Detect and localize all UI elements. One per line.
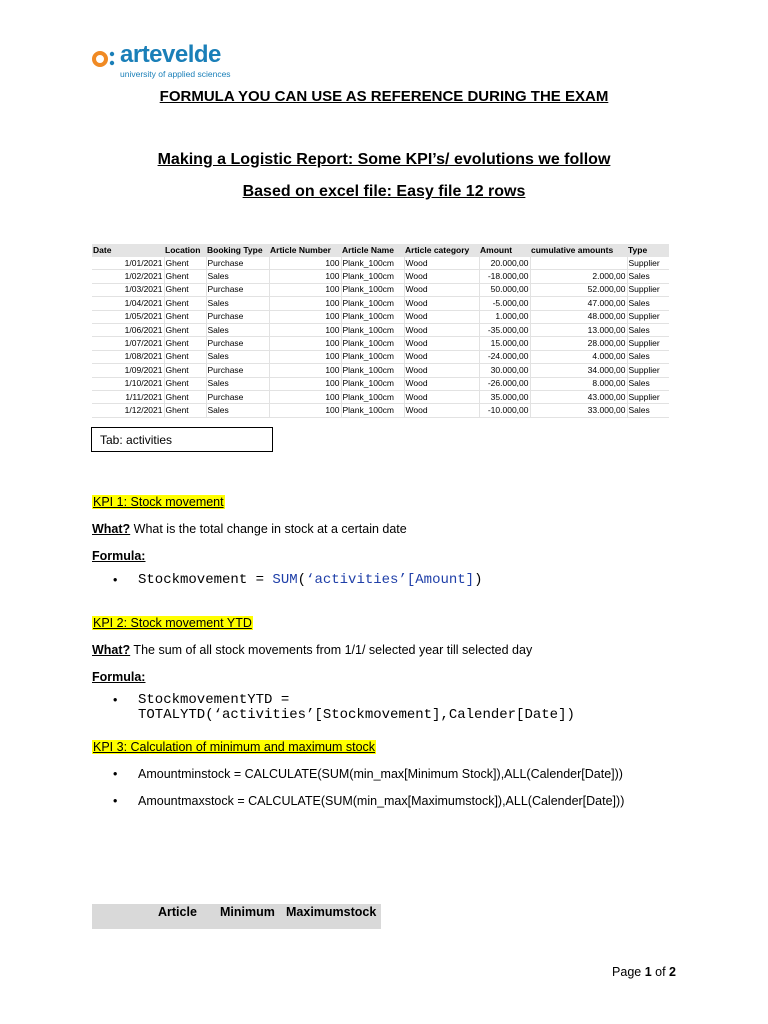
table-cell: Sales bbox=[627, 270, 669, 283]
table-row bbox=[92, 390, 669, 403]
table-cell: 2.000,00 bbox=[530, 270, 627, 283]
table-row bbox=[92, 377, 669, 390]
table-cell: Wood bbox=[404, 404, 479, 417]
table-cell: Plank_100cm bbox=[341, 297, 404, 310]
kpi1-formula-label: Formula: bbox=[92, 549, 146, 563]
kpi1-what bbox=[92, 522, 407, 536]
table-cell: Sales bbox=[206, 297, 269, 310]
table-cell: 8.000,00 bbox=[530, 377, 627, 390]
table-cell: Plank_100cm bbox=[341, 404, 404, 417]
table-cell: 43.000,00 bbox=[530, 390, 627, 403]
table-cell: Wood bbox=[404, 350, 479, 363]
table-cell: Plank_100cm bbox=[341, 337, 404, 350]
table-cell: Purchase bbox=[206, 257, 269, 270]
table-cell: 1/12/2021 bbox=[92, 404, 164, 417]
table-cell: Supplier bbox=[627, 390, 669, 403]
table-cell: Ghent bbox=[164, 310, 206, 323]
kpi3-formula-min: Amountminstock = CALCULATE(SUM(min_max[Minimum Stock]),ALL(Calender[Date])) bbox=[138, 767, 623, 781]
table-cell: Sales bbox=[627, 404, 669, 417]
table-row bbox=[92, 364, 669, 377]
bullet-icon: • bbox=[113, 693, 118, 707]
col-header-article-name: Article Name bbox=[341, 244, 404, 257]
table-cell: 1/09/2021 bbox=[92, 364, 164, 377]
col-header-date: Date bbox=[92, 244, 164, 257]
kpi2-what-label: What? bbox=[92, 643, 131, 657]
table-cell: 100 bbox=[269, 297, 341, 310]
col-header-article-number: Article Number bbox=[269, 244, 341, 257]
table-cell: 1/10/2021 bbox=[92, 377, 164, 390]
kpi1-code-name: Stockmovement = bbox=[138, 572, 273, 588]
table-cell: Wood bbox=[404, 323, 479, 336]
kpi1-what-text: What is the total change in stock at a certain date bbox=[130, 522, 407, 536]
table-cell: Wood bbox=[404, 364, 479, 377]
table-cell: 52.000,00 bbox=[530, 283, 627, 296]
table-cell: 48.000,00 bbox=[530, 310, 627, 323]
table-cell: 28.000,00 bbox=[530, 337, 627, 350]
table-cell: 1/03/2021 bbox=[92, 283, 164, 296]
kpi2-title: KPI 2: Stock movement YTD bbox=[93, 616, 252, 630]
col-header-location: Location bbox=[164, 244, 206, 257]
table-cell: Wood bbox=[404, 270, 479, 283]
table-cell: Wood bbox=[404, 283, 479, 296]
table-cell: Ghent bbox=[164, 283, 206, 296]
table-cell: Ghent bbox=[164, 323, 206, 336]
table-cell: 15.000,00 bbox=[479, 337, 530, 350]
table-cell: Sales bbox=[206, 404, 269, 417]
table-cell: Sales bbox=[627, 323, 669, 336]
table-cell: 34.000,00 bbox=[530, 364, 627, 377]
table-cell: 1/08/2021 bbox=[92, 350, 164, 363]
kpi1-code-arg: ‘activities’[Amount] bbox=[306, 572, 475, 588]
kpi3-title: KPI 3: Calculation of minimum and maximum stock bbox=[93, 740, 376, 754]
min-max-stock-header bbox=[92, 904, 381, 929]
table-cell: 100 bbox=[269, 390, 341, 403]
table-cell: 20.000,00 bbox=[479, 257, 530, 270]
table-cell: 47.000,00 bbox=[530, 297, 627, 310]
table-cell: Plank_100cm bbox=[341, 257, 404, 270]
table-cell: 1/11/2021 bbox=[92, 390, 164, 403]
table-cell: -24.000,00 bbox=[479, 350, 530, 363]
kpi2-what bbox=[92, 643, 532, 657]
kpi2-formula-line2: TOTALYTD(‘activities’[Stockmovement],Calender[Date]) bbox=[138, 707, 575, 723]
table-cell: Sales bbox=[206, 377, 269, 390]
table-cell: 1/07/2021 bbox=[92, 337, 164, 350]
kpi1-code-open: ( bbox=[297, 572, 307, 588]
kpi1-title: KPI 1: Stock movement bbox=[93, 495, 224, 509]
table-cell: 1/05/2021 bbox=[92, 310, 164, 323]
table-cell: 35.000,00 bbox=[479, 390, 530, 403]
table-cell: Wood bbox=[404, 257, 479, 270]
table-row bbox=[92, 297, 669, 310]
col-header-booking-type: Booking Type bbox=[206, 244, 269, 257]
table-cell: 30.000,00 bbox=[479, 364, 530, 377]
table-header-row bbox=[92, 244, 669, 257]
table-cell: Purchase bbox=[206, 390, 269, 403]
table-cell: Purchase bbox=[206, 364, 269, 377]
col-header-article: Article bbox=[158, 905, 197, 919]
kpi1-formula-code bbox=[138, 573, 482, 588]
table-cell: 50.000,00 bbox=[479, 283, 530, 296]
table-row bbox=[92, 283, 669, 296]
table-cell: Plank_100cm bbox=[341, 270, 404, 283]
table-cell: Ghent bbox=[164, 377, 206, 390]
table-cell: 33.000,00 bbox=[530, 404, 627, 417]
table-cell: Plank_100cm bbox=[341, 390, 404, 403]
table-cell: Plank_100cm bbox=[341, 310, 404, 323]
table-cell: Ghent bbox=[164, 364, 206, 377]
table-cell: -5.000,00 bbox=[479, 297, 530, 310]
col-header-type: Type bbox=[627, 244, 669, 257]
bullet-icon: • bbox=[113, 767, 118, 781]
table-cell: Sales bbox=[206, 270, 269, 283]
table-row bbox=[92, 257, 669, 270]
tab-label-box: Tab: activities bbox=[91, 427, 273, 452]
bullet-icon: • bbox=[113, 573, 118, 587]
table-row bbox=[92, 337, 669, 350]
report-title: Making a Logistic Report: Some KPI’s/ evolutions we follow bbox=[157, 151, 611, 168]
col-header-amount: Amount bbox=[479, 244, 530, 257]
kpi1-code-fn: SUM bbox=[272, 572, 298, 588]
table-cell: Ghent bbox=[164, 350, 206, 363]
col-header-maximumstock: Maximumstock bbox=[286, 905, 377, 919]
table-row bbox=[92, 310, 669, 323]
table-cell: -18.000,00 bbox=[479, 270, 530, 283]
table-cell: Plank_100cm bbox=[341, 323, 404, 336]
bullet-icon: • bbox=[113, 794, 118, 808]
table-cell: Sales bbox=[627, 377, 669, 390]
kpi2-formula-label: Formula: bbox=[92, 670, 146, 684]
kpi3-formula-max: Amountmaxstock = CALCULATE(SUM(min_max[Maximumstock]),ALL(Calender[Date])) bbox=[138, 794, 625, 808]
table-cell: Supplier bbox=[627, 283, 669, 296]
table-cell: Supplier bbox=[627, 257, 669, 270]
report-subtitle: Based on excel file: Easy file 12 rows bbox=[242, 183, 526, 200]
kpi2-formula-line1: StockmovementYTD = bbox=[138, 692, 290, 708]
table-cell: 100 bbox=[269, 337, 341, 350]
col-header-cumulative: cumulative amounts bbox=[530, 244, 627, 257]
table-cell: -10.000,00 bbox=[479, 404, 530, 417]
table-cell: Ghent bbox=[164, 404, 206, 417]
table-cell: 100 bbox=[269, 270, 341, 283]
table-cell: Wood bbox=[404, 297, 479, 310]
table-cell: Ghent bbox=[164, 390, 206, 403]
table-cell: 13.000,00 bbox=[530, 323, 627, 336]
table-cell: Ghent bbox=[164, 270, 206, 283]
table-cell: Plank_100cm bbox=[341, 350, 404, 363]
table-cell: 100 bbox=[269, 257, 341, 270]
table-cell: Supplier bbox=[627, 364, 669, 377]
page-current: 1 bbox=[644, 965, 652, 979]
table-cell bbox=[530, 257, 627, 270]
table-cell: Purchase bbox=[206, 310, 269, 323]
table-cell: Purchase bbox=[206, 337, 269, 350]
table-cell: 1/01/2021 bbox=[92, 257, 164, 270]
table-cell: Plank_100cm bbox=[341, 377, 404, 390]
table-cell: 100 bbox=[269, 404, 341, 417]
table-cell: Sales bbox=[627, 297, 669, 310]
artevelde-logo-mark bbox=[92, 44, 118, 70]
table-cell: 100 bbox=[269, 377, 341, 390]
logo-tagline: university of applied sciences bbox=[120, 69, 231, 79]
page-number: Page 1 of 2 bbox=[612, 965, 676, 979]
table-cell: Ghent bbox=[164, 297, 206, 310]
table-cell: 100 bbox=[269, 283, 341, 296]
table-cell: 1/06/2021 bbox=[92, 323, 164, 336]
table-row bbox=[92, 350, 669, 363]
table-cell: 1.000,00 bbox=[479, 310, 530, 323]
table-cell: Sales bbox=[206, 323, 269, 336]
table-cell: Sales bbox=[206, 350, 269, 363]
table-cell: Plank_100cm bbox=[341, 364, 404, 377]
table-cell: Supplier bbox=[627, 337, 669, 350]
table-cell: 100 bbox=[269, 364, 341, 377]
page-total: 2 bbox=[669, 965, 676, 979]
table-cell: 100 bbox=[269, 350, 341, 363]
table-cell: Wood bbox=[404, 337, 479, 350]
kpi1-what-label: What? bbox=[92, 522, 131, 536]
table-cell: Wood bbox=[404, 310, 479, 323]
table-cell: 1/02/2021 bbox=[92, 270, 164, 283]
kpi1-code-close: ) bbox=[474, 572, 483, 588]
table-cell: 1/04/2021 bbox=[92, 297, 164, 310]
table-cell: 100 bbox=[269, 310, 341, 323]
table-cell: 4.000,00 bbox=[530, 350, 627, 363]
table-cell: Ghent bbox=[164, 257, 206, 270]
table-cell: Wood bbox=[404, 377, 479, 390]
table-cell: Plank_100cm bbox=[341, 283, 404, 296]
table-cell: Sales bbox=[627, 350, 669, 363]
table-row bbox=[92, 404, 669, 417]
table-cell: -35.000,00 bbox=[479, 323, 530, 336]
kpi2-what-text: The sum of all stock movements from 1/1/ selected year till selected day bbox=[130, 643, 533, 657]
table-cell: -26.000,00 bbox=[479, 377, 530, 390]
table-cell: Wood bbox=[404, 390, 479, 403]
table-row bbox=[92, 323, 669, 336]
table-row bbox=[92, 270, 669, 283]
table-cell: 100 bbox=[269, 323, 341, 336]
table-cell: Supplier bbox=[627, 310, 669, 323]
logo-wordmark: artevelde bbox=[120, 41, 221, 68]
table-cell: Ghent bbox=[164, 337, 206, 350]
col-header-minimum: Minimum bbox=[220, 905, 275, 919]
col-header-article-category: Article category bbox=[404, 244, 479, 257]
activities-table bbox=[92, 244, 669, 418]
table-cell: Purchase bbox=[206, 283, 269, 296]
page-title: FORMULA YOU CAN USE AS REFERENCE DURING THE EXAM bbox=[159, 88, 609, 105]
